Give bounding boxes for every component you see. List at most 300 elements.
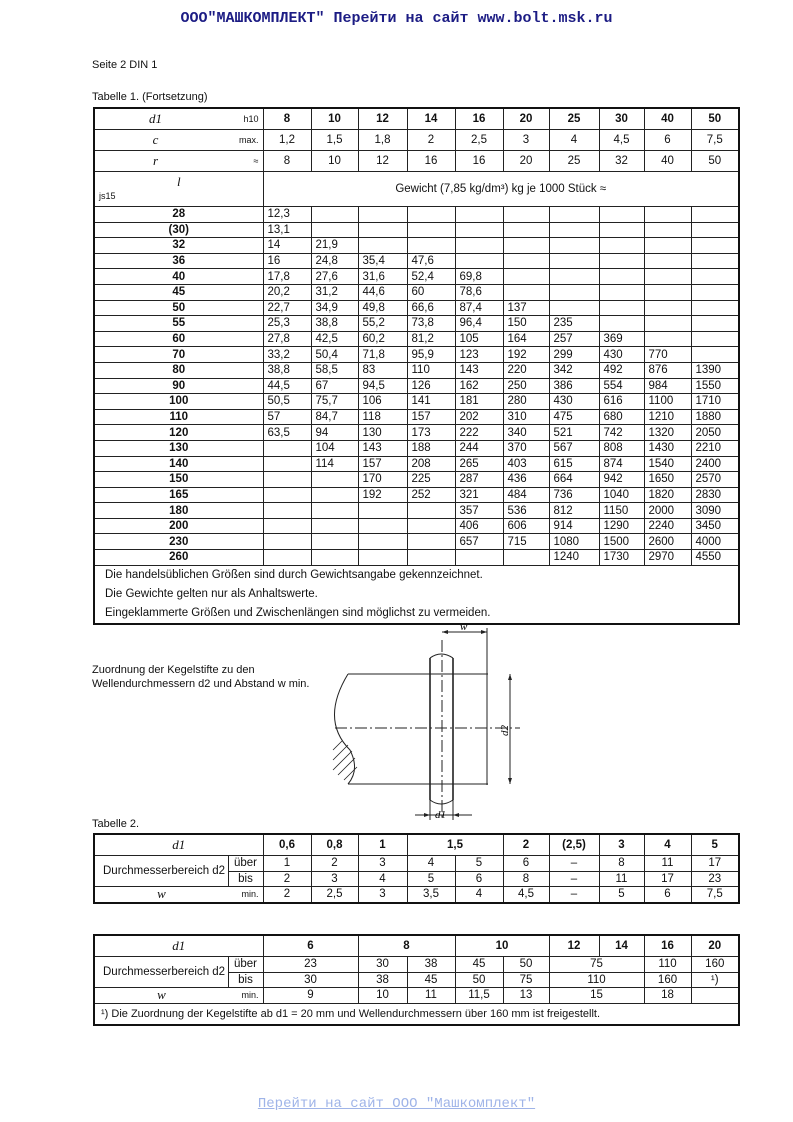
to-label: bis [228,871,263,887]
cell: 38 [358,972,407,988]
weight-cell: 340 [503,425,549,441]
weight-cell: 2600 [644,534,691,550]
weight-cell: 250 [503,378,549,394]
cell: 11 [644,856,691,872]
length-value: 70 [94,347,263,363]
length-value: 110 [94,409,263,425]
weight-cell: 22,7 [263,300,311,316]
row-label-c: c [94,130,216,151]
weight-cell: 1500 [599,534,644,550]
table-row [94,503,739,519]
over-label: über [228,957,263,973]
header-row-r [94,151,739,172]
weight-cell: 4550 [691,550,739,566]
cell: 6 [644,130,691,151]
cell: 50 [691,108,739,130]
table-row [94,316,739,332]
weight-cell: 1650 [644,472,691,488]
weight-cell: 49,8 [358,300,407,316]
weight-cell [407,207,455,223]
weight-cell [549,207,599,223]
cell: 2,5 [455,130,503,151]
weight-cell: 615 [549,456,599,472]
weight-cell: 94,5 [358,378,407,394]
figure-caption: Zuordnung der Kegelstifte zu den Wellendurchmessern d2 und Abstand w min. [92,664,310,690]
weight-cell: 63,5 [263,425,311,441]
weight-cell [311,534,358,550]
table-row [94,456,739,472]
table-row [94,253,739,269]
table-row [94,378,739,394]
cell: 1,8 [358,130,407,151]
weight-cell: 14 [263,238,311,254]
length-value: 140 [94,456,263,472]
weight-cell [644,253,691,269]
weight-cell: 114 [311,456,358,472]
weight-cell [407,222,455,238]
cell: 10 [358,988,407,1004]
w-row [94,988,739,1004]
weight-cell [407,534,455,550]
d2-label: d2 [499,725,511,736]
cell: 2 [407,130,455,151]
site-link-footer[interactable]: Перейти на сайт ООО "Машкомплект" [257,1096,536,1112]
weight-cell: 2210 [691,440,739,456]
weight-cell [311,487,358,503]
weight-cell [549,253,599,269]
weight-cell [691,300,739,316]
weight-cell [358,222,407,238]
weight-cell: 664 [549,472,599,488]
table-row [94,409,739,425]
weight-cell: 369 [599,331,644,347]
cell: 23 [263,957,358,973]
weight-cell [311,503,358,519]
weight-cell [599,269,644,285]
weight-cell: 181 [455,394,503,410]
cell: 12 [358,108,407,130]
weight-cell [263,550,311,566]
weight-cell: 34,9 [311,300,358,316]
weight-cell: 914 [549,518,599,534]
shaft-outline [348,674,488,784]
d1-value: 12 [549,935,599,957]
cell: – [549,871,599,887]
cell: 25 [549,108,599,130]
weight-cell [503,222,549,238]
weight-cell: 1210 [644,409,691,425]
note-row [94,585,739,604]
cell: 4,5 [503,887,549,903]
to-label: bis [228,972,263,988]
length-value: 120 [94,425,263,441]
weight-cell: 370 [503,440,549,456]
weight-cell [691,207,739,223]
weight-cell: 287 [455,472,503,488]
cell: 4 [407,856,455,872]
cell: 50 [455,972,503,988]
weight-cell [599,284,644,300]
weight-cell: 66,6 [407,300,455,316]
weight-cell: 1880 [691,409,739,425]
weight-cell: 2050 [691,425,739,441]
cell: ¹) [691,972,739,988]
d1-value: 6 [263,935,358,957]
table-row [94,300,739,316]
over-row [94,856,739,872]
weight-cell [691,269,739,285]
weight-cell [311,222,358,238]
weight-cell [691,331,739,347]
cell: 6 [503,856,549,872]
cell: 160 [691,957,739,973]
weight-cell: 257 [549,331,599,347]
cell: 1,5 [311,130,358,151]
weight-cell [549,300,599,316]
cell: 20 [503,108,549,130]
cell: 4 [549,130,599,151]
weight-cell: 94 [311,425,358,441]
row-label-l [94,172,263,207]
weight-cell [407,238,455,254]
cell: 10 [311,151,358,172]
table-row [94,238,739,254]
cell: 25 [549,151,599,172]
length-value: 28 [94,207,263,223]
cell: 13 [503,988,549,1004]
length-value: (30) [94,222,263,238]
weight-cell: 57 [263,409,311,425]
weight-cell: 20,2 [263,284,311,300]
weight-cell: 436 [503,472,549,488]
cell: 3,5 [407,887,455,903]
weight-cell: 47,6 [407,253,455,269]
weight-cell: 105 [455,331,503,347]
weight-cell: 299 [549,347,599,363]
cell: 1,2 [263,130,311,151]
weight-cell: 87,4 [455,300,503,316]
weight-cell: 984 [644,378,691,394]
weight-cell: 657 [455,534,503,550]
weight-cell [263,487,311,503]
cell: 8 [503,871,549,887]
l-tolerance: js15 [99,191,116,201]
table-row [94,331,739,347]
weight-cell [407,503,455,519]
weight-cell: 27,8 [263,331,311,347]
weight-cell [691,347,739,363]
weight-cell: 1820 [644,487,691,503]
length-value: 230 [94,534,263,550]
weight-cell [644,331,691,347]
weight-cell [503,207,549,223]
weight-cell [691,253,739,269]
weight-cell [358,518,407,534]
weight-cell [691,284,739,300]
cell: 16 [455,108,503,130]
weight-cell [599,207,644,223]
cell: 16 [455,151,503,172]
cell: – [549,856,599,872]
weight-cell: 16 [263,253,311,269]
cell: 12 [358,151,407,172]
cell: 32 [599,151,644,172]
cell: 38 [407,957,455,973]
weight-cell: 252 [407,487,455,503]
weight-cell [311,550,358,566]
weight-cell: 27,6 [311,269,358,285]
d1-row [94,935,739,957]
cell: 75 [503,972,549,988]
weight-cell [503,269,549,285]
note-row [94,565,739,585]
weight-cell [263,503,311,519]
weight-cell: 1320 [644,425,691,441]
w-label: w [94,887,228,903]
weight-cell: 280 [503,394,549,410]
weight-cell: 406 [455,518,503,534]
weight-cell: 1550 [691,378,739,394]
table-row [94,487,739,503]
row-label-d1: d1 [94,108,216,130]
d1-value: 3 [599,834,644,856]
weight-cell: 60,2 [358,331,407,347]
weight-cell: 162 [455,378,503,394]
cell: 5 [599,887,644,903]
weight-cell [358,534,407,550]
d1-value: 14 [599,935,644,957]
cell: 18 [644,988,691,1004]
weight-cell [549,284,599,300]
weight-cell: 567 [549,440,599,456]
footnote-row [94,1003,739,1025]
weight-cell: 2970 [644,550,691,566]
weight-cell: 208 [407,456,455,472]
length-value: 80 [94,362,263,378]
note-text: Die handelsüblichen Größen sind durch Gewichtsangabe gekennzeichnet. [94,565,739,585]
weight-cell: 33,2 [263,347,311,363]
weight-cell: 143 [358,440,407,456]
weight-cell [599,300,644,316]
weight-header: Gewicht (7,85 kg/dm³) kg je 1000 Stück ≈ [263,172,739,207]
weight-cell [358,503,407,519]
table-row [94,534,739,550]
table2-part1 [93,833,740,904]
weight-cell [263,440,311,456]
weight-cell: 130 [358,425,407,441]
weight-cell [358,550,407,566]
weight-cell: 265 [455,456,503,472]
length-value: 200 [94,518,263,534]
cell: 4 [358,871,407,887]
weight-cell [503,550,549,566]
weight-cell: 1390 [691,362,739,378]
cell: 1 [263,856,311,872]
weight-cell: 110 [407,362,455,378]
cell [691,988,739,1004]
cell: 11 [599,871,644,887]
cell: 7,5 [691,130,739,151]
weight-cell [263,456,311,472]
tolerance-c: max. [216,130,263,151]
weight-cell [691,222,739,238]
weight-cell: 31,6 [358,269,407,285]
min-label: min. [228,887,263,903]
cell: 9 [263,988,358,1004]
tolerance-d1: h10 [216,108,263,130]
length-value: 150 [94,472,263,488]
weight-cell: 736 [549,487,599,503]
weight-cell: 12,3 [263,207,311,223]
weight-cell: 78,6 [455,284,503,300]
weight-cell: 808 [599,440,644,456]
weight-cell: 157 [407,409,455,425]
weight-cell: 4000 [691,534,739,550]
weight-cell: 73,8 [407,316,455,332]
weight-cell [599,222,644,238]
weight-cell [503,253,549,269]
d1-label: d1 [435,809,446,821]
weight-cell: 484 [503,487,549,503]
d1-value: 5 [691,834,739,856]
cell: 8 [263,108,311,130]
table-row [94,518,739,534]
weight-cell [311,518,358,534]
weight-cell: 157 [358,456,407,472]
cell: 40 [644,108,691,130]
cell: 2 [263,887,311,903]
cell: 8 [263,151,311,172]
weight-cell: 55,2 [358,316,407,332]
cell: 4 [455,887,503,903]
table-row [94,425,739,441]
cell: 6 [455,871,503,887]
range-label: Durchmesserbereich d2 [94,957,228,988]
weight-cell [599,238,644,254]
note-text: Eingeklammerte Größen und Zwischenlängen sind möglichst zu vermeiden. [94,604,739,624]
cell: 15 [549,988,644,1004]
page-label: Seite 2 DIN 1 [92,59,158,71]
length-value: 32 [94,238,263,254]
weight-cell [503,238,549,254]
weight-cell: 770 [644,347,691,363]
weight-cell: 69,8 [455,269,503,285]
weight-cell: 235 [549,316,599,332]
table1-caption: Tabelle 1. (Fortsetzung) [92,91,208,103]
weight-cell: 38,8 [311,316,358,332]
d1-label: d1 [94,834,263,856]
footnote: ¹) Die Zuordnung der Kegelstifte ab d1 = 20 mm und Wellendurchmessern über 160 mm ist freigestellt. [94,1003,739,1025]
row-label-r: r [94,151,216,172]
weight-cell [691,238,739,254]
length-header-row [94,172,739,207]
weight-cell: 680 [599,409,644,425]
weight-cell: 141 [407,394,455,410]
w-label: w [460,621,468,633]
weight-cell: 83 [358,362,407,378]
weight-cell: 137 [503,300,549,316]
cell: 45 [455,957,503,973]
weight-cell: 1040 [599,487,644,503]
tolerance-r: ≈ [216,151,263,172]
weight-cell: 52,4 [407,269,455,285]
weight-cell: 2400 [691,456,739,472]
length-value: 50 [94,300,263,316]
site-link-header[interactable]: ООО"МАШКОМПЛЕКТ" Перейти на сайт www.bolt.msk.ru [180,10,613,27]
weight-cell [599,316,644,332]
weight-cell: 742 [599,425,644,441]
cell: 16 [407,151,455,172]
weight-cell: 1150 [599,503,644,519]
d1-value: 0,8 [311,834,358,856]
cell: 20 [503,151,549,172]
cell: 3 [311,871,358,887]
weight-cell: 812 [549,503,599,519]
l-symbol: l [176,174,181,189]
weight-cell [503,284,549,300]
table2-part2 [93,934,740,1026]
cell: – [549,887,599,903]
cell: 3 [503,130,549,151]
cell: 8 [599,856,644,872]
cell: 3 [358,856,407,872]
weight-cell: 386 [549,378,599,394]
w-label: w [94,988,228,1004]
weight-cell [599,253,644,269]
weight-cell: 118 [358,409,407,425]
weight-cell: 106 [358,394,407,410]
weight-cell: 126 [407,378,455,394]
cell: 110 [549,972,644,988]
cell: 3 [358,887,407,903]
d1-row [94,834,739,856]
weight-cell [311,207,358,223]
weight-cell [455,207,503,223]
weight-cell: 554 [599,378,644,394]
weight-cell: 616 [599,394,644,410]
d1-value: (2,5) [549,834,599,856]
weight-cell: 192 [358,487,407,503]
weight-cell: 75,7 [311,394,358,410]
cell: 2 [263,871,311,887]
cell: 45 [407,972,455,988]
weight-cell: 1100 [644,394,691,410]
cell: 4,5 [599,130,644,151]
weight-cell [358,207,407,223]
weight-cell: 50,4 [311,347,358,363]
weight-cell: 96,4 [455,316,503,332]
weight-cell: 164 [503,331,549,347]
weight-cell: 44,6 [358,284,407,300]
weight-cell: 1240 [549,550,599,566]
length-value: 260 [94,550,263,566]
weight-cell: 321 [455,487,503,503]
weight-cell: 188 [407,440,455,456]
weight-cell: 475 [549,409,599,425]
min-label: min. [228,988,263,1004]
table-row [94,207,739,223]
weight-cell: 58,5 [311,362,358,378]
weight-cell [644,284,691,300]
length-value: 36 [94,253,263,269]
weight-cell: 1710 [691,394,739,410]
weight-cell: 17,8 [263,269,311,285]
weight-cell: 310 [503,409,549,425]
weight-cell [455,550,503,566]
weight-cell: 521 [549,425,599,441]
weight-cell: 38,8 [263,362,311,378]
table-row [94,284,739,300]
